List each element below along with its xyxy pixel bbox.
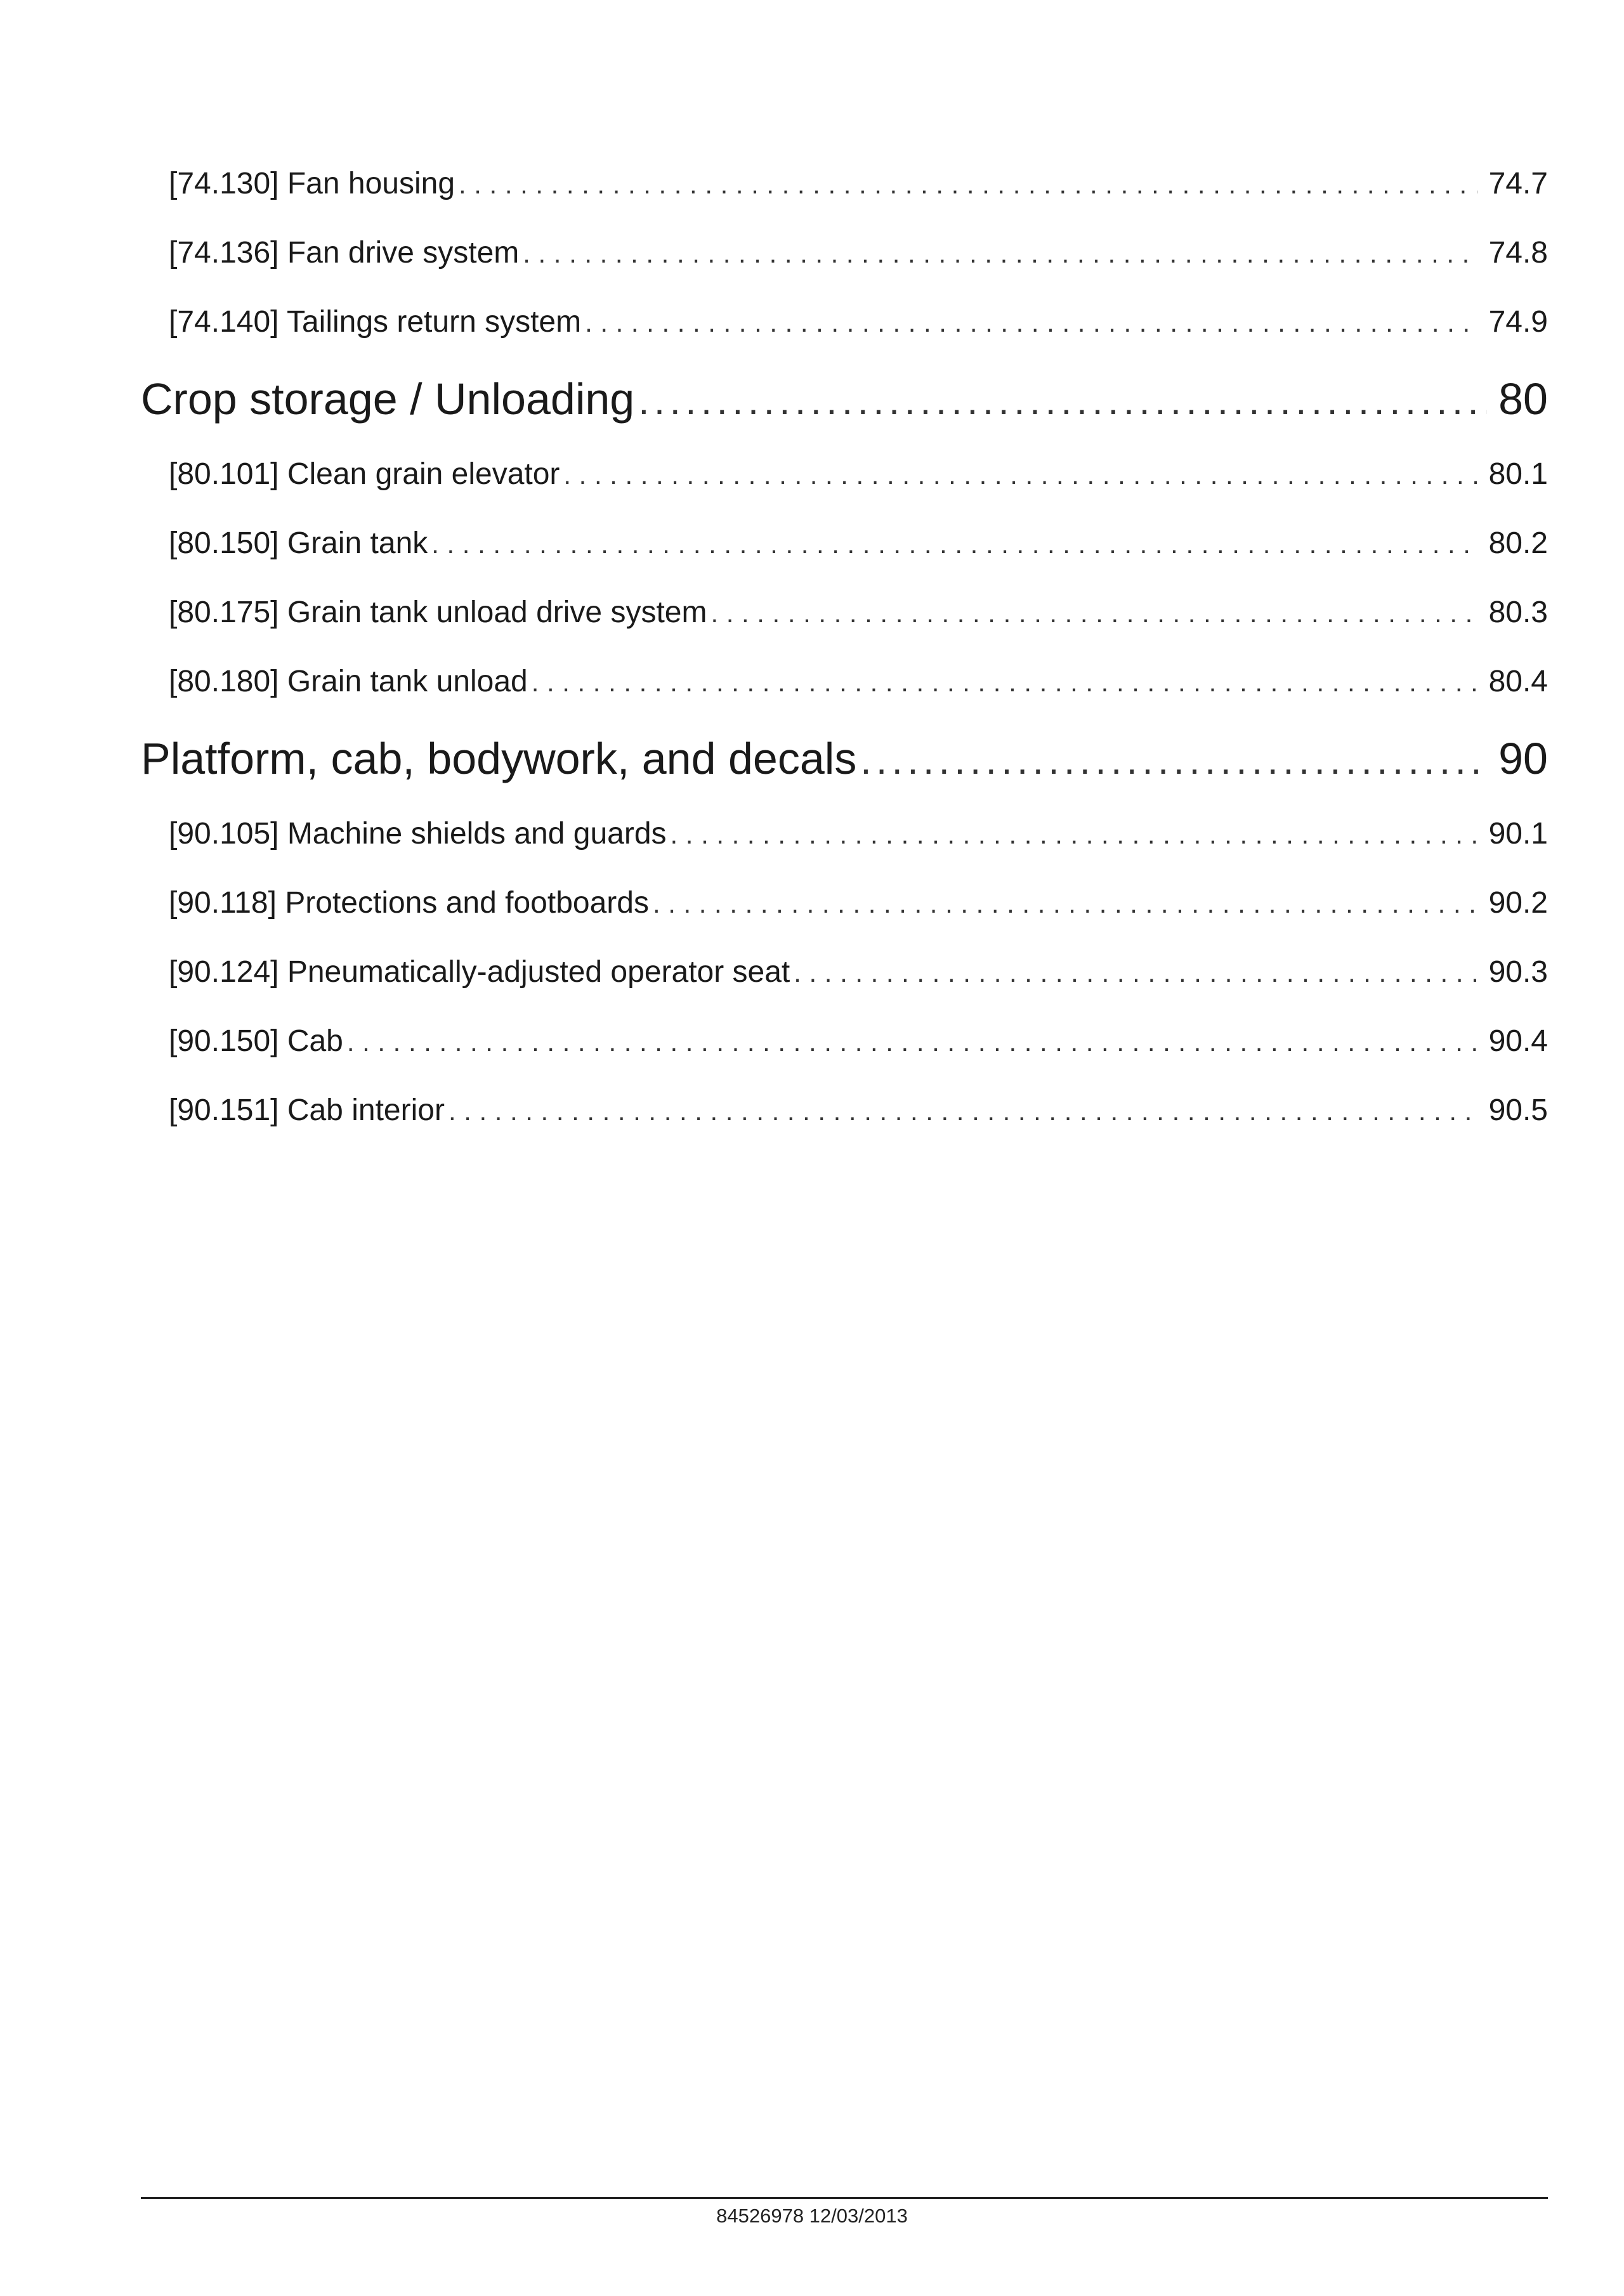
toc-entry-page: 80.3 [1488, 596, 1548, 629]
toc-entry[interactable] [141, 1024, 1548, 1093]
toc-entry-page: 80.2 [1488, 526, 1548, 560]
toc-entry[interactable] [141, 1093, 1548, 1162]
toc-leader-dots [347, 1027, 1477, 1057]
toc-entry-title: [90.150] Cab [169, 1024, 343, 1058]
toc-leader-dots [860, 738, 1487, 783]
toc-entry[interactable] [141, 457, 1548, 526]
toc-entry-title: [74.130] Fan housing [169, 167, 455, 200]
toc-entry-title: [74.140] Tailings return system [169, 305, 582, 339]
toc-leader-dots [585, 308, 1477, 338]
toc-entry[interactable] [141, 664, 1548, 733]
toc-entry[interactable] [141, 955, 1548, 1024]
toc-entry[interactable] [141, 595, 1548, 664]
toc-leader-dots [638, 379, 1487, 424]
toc-entry[interactable] [141, 816, 1548, 885]
toc-entry[interactable] [141, 526, 1548, 595]
toc-entry-page: 90.1 [1488, 817, 1548, 851]
footer-document-id: 84526978 12/03/2013 [716, 2205, 908, 2227]
toc-section-page: 90 [1498, 734, 1548, 783]
toc-leader-dots [653, 889, 1477, 919]
table-of-contents [141, 166, 1548, 1162]
toc-leader-dots [794, 958, 1477, 988]
toc-entry[interactable] [141, 166, 1548, 235]
toc-entry-title: [80.180] Grain tank unload [169, 665, 528, 698]
toc-entry-page: 74.9 [1488, 305, 1548, 339]
toc-entry-page: 80.1 [1488, 457, 1548, 491]
toc-entry-page: 90.5 [1488, 1093, 1548, 1127]
toc-entry-page: 74.7 [1488, 167, 1548, 200]
toc-entry[interactable] [141, 235, 1548, 304]
toc-entry-title: [90.118] Protections and footboards [169, 886, 649, 920]
toc-entry-title: [74.136] Fan drive system [169, 236, 520, 270]
toc-section-page: 80 [1498, 374, 1548, 424]
toc-leader-dots [449, 1096, 1477, 1126]
toc-section-title: Platform, cab, bodywork, and decals [141, 734, 857, 783]
toc-entry[interactable] [141, 304, 1548, 374]
toc-entry-title: [90.151] Cab interior [169, 1093, 445, 1127]
toc-leader-dots [563, 460, 1477, 490]
toc-leader-dots [532, 667, 1477, 698]
toc-leader-dots [459, 169, 1477, 200]
toc-section-title: Crop storage / Unloading [141, 374, 635, 424]
toc-leader-dots [431, 529, 1477, 559]
toc-entry-title: [90.105] Machine shields and guards [169, 817, 667, 851]
toc-entry-title: [80.175] Grain tank unload drive system [169, 596, 707, 629]
toc-entry-page: 74.8 [1488, 236, 1548, 270]
toc-section-entry[interactable] [141, 733, 1548, 816]
toc-entry-title: [90.124] Pneumatically-adjusted operator seat [169, 955, 790, 989]
toc-entry-page: 80.4 [1488, 665, 1548, 698]
toc-entry-page: 90.2 [1488, 886, 1548, 920]
toc-entry-page: 90.4 [1488, 1024, 1548, 1058]
toc-entry-page: 90.3 [1488, 955, 1548, 989]
toc-leader-dots [710, 598, 1477, 629]
toc-leader-dots [523, 238, 1477, 269]
toc-entry[interactable] [141, 885, 1548, 955]
toc-entry-title: [80.150] Grain tank [169, 526, 428, 560]
toc-leader-dots [671, 819, 1477, 850]
footer-divider [141, 2197, 1548, 2199]
toc-entry-title: [80.101] Clean grain elevator [169, 457, 560, 491]
toc-section-entry[interactable] [141, 374, 1548, 457]
